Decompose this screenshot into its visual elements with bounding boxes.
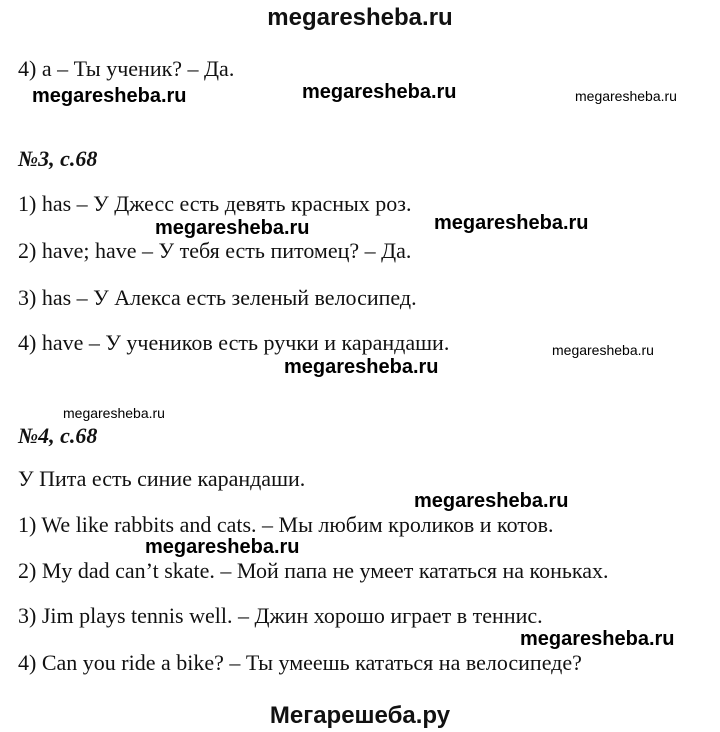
task3-line-3: 3) has – У Алекса есть зеленый велосипед. <box>18 285 417 310</box>
task4-heading: №4, с.68 <box>18 423 98 448</box>
watermark: megaresheba.ru <box>575 88 677 104</box>
watermark: megaresheba.ru <box>145 536 300 558</box>
task2-line-4: 4) a – Ты ученик? – Да. <box>18 56 235 81</box>
watermark: megaresheba.ru <box>284 356 439 378</box>
watermark: megaresheba.ru <box>63 405 165 421</box>
task4-line-3: 3) Jim plays tennis well. – Джин хорошо играет в теннис. <box>18 603 543 628</box>
task4-intro: У Пита есть синие карандаши. <box>18 466 306 491</box>
watermark: megaresheba.ru <box>414 490 569 512</box>
watermark: megaresheba.ru <box>434 212 589 234</box>
watermark: megaresheba.ru <box>155 217 310 239</box>
watermark: megaresheba.ru <box>520 628 675 650</box>
site-footer: Мегарешеба.ру <box>269 702 451 729</box>
watermark: megaresheba.ru <box>302 81 457 103</box>
watermark: megaresheba.ru <box>32 85 187 107</box>
task3-line-4: 4) have – У учеников есть ручки и карандаши. <box>18 330 450 355</box>
task4-line-4: 4) Can you ride a bike? – Ты умеешь кататься на велосипеде? <box>18 650 582 675</box>
task3-heading: №3, с.68 <box>18 146 98 171</box>
site-header: megaresheba.ru <box>267 4 453 31</box>
watermark: megaresheba.ru <box>552 342 654 358</box>
task4-line-2: 2) My dad can’t skate. – Мой папа не умеет кататься на коньках. <box>18 558 609 583</box>
task3-line-2: 2) have; have – У тебя есть питомец? – Да. <box>18 238 412 263</box>
task4-line-1: 1) We like rabbits and cats. – Мы любим кроликов и котов. <box>18 512 554 537</box>
task3-line-1: 1) has – У Джесс есть девять красных роз. <box>18 191 412 216</box>
